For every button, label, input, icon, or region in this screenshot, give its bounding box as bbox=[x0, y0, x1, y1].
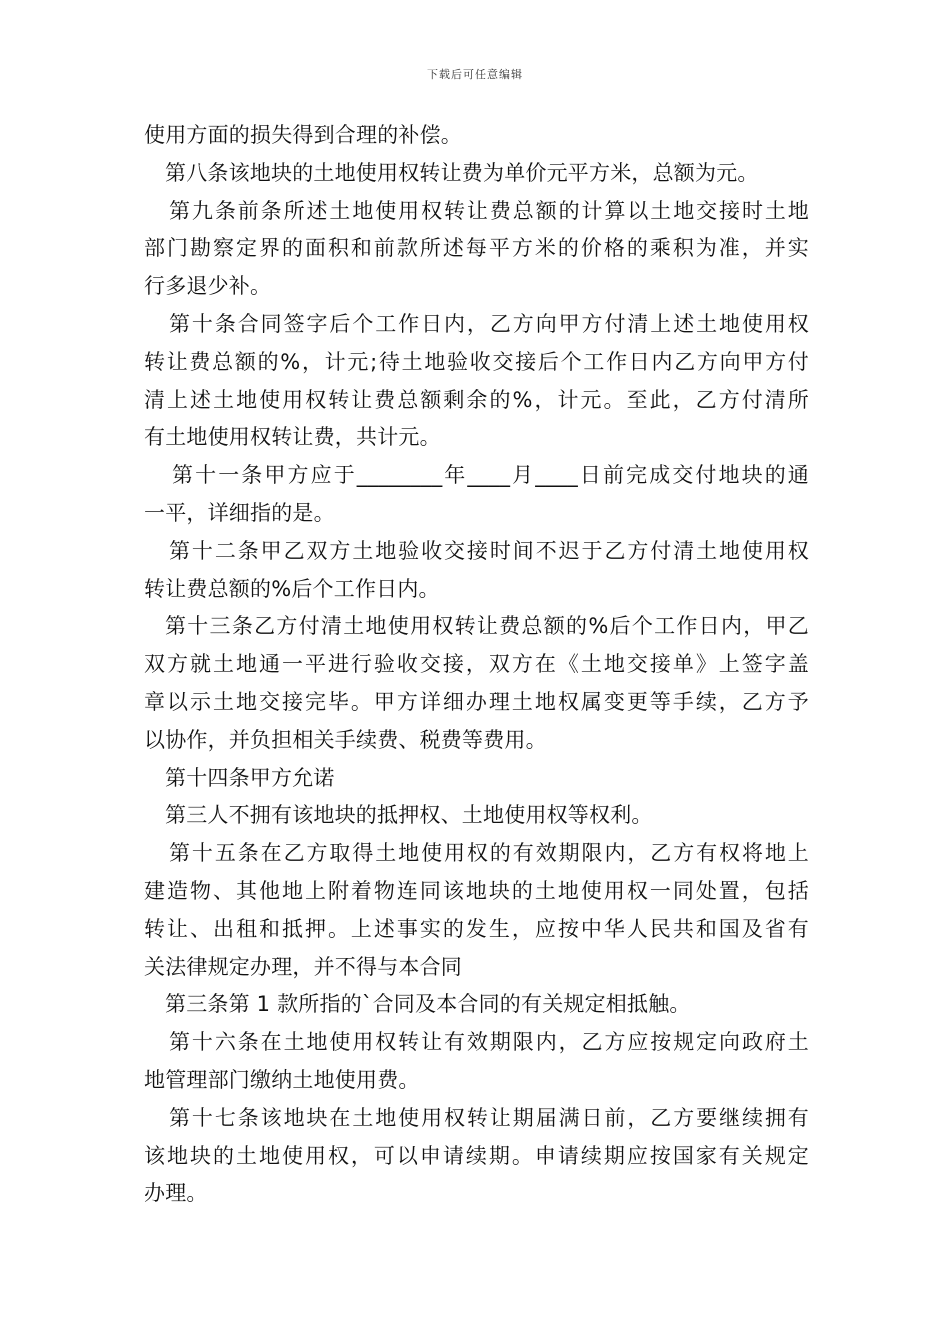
text-line: 使用方面的损失得到合理的补偿。 bbox=[144, 123, 462, 147]
text-line: 部门勘察定界的面积和前款所述每平方米的价格的乘积为准，并实 bbox=[144, 236, 809, 261]
text-line: 第十六条在土地使用权转让有效期限内，乙方应按规定向政府土 bbox=[169, 1030, 809, 1055]
text-line: 第十五条在乙方取得土地使用权的有效期限内，乙方有权将地上 bbox=[169, 841, 809, 866]
text-line: 关法律规定办理，并不得与本合同 bbox=[144, 954, 462, 979]
page-header-note: 下载后可任意编辑 bbox=[427, 68, 523, 81]
text-line: 第十一条甲方应于________年____月____日前完成交付地块的通 bbox=[172, 463, 809, 488]
text-line: 第三条第 1 款所指的`合同及本合同的有关规定相抵触。 bbox=[165, 992, 691, 1017]
text-line: 转让费总额的%后个工作日内。 bbox=[144, 576, 440, 601]
text-line: 第九条前条所述土地使用权转让费总额的计算以土地交接时土地 bbox=[169, 198, 809, 223]
text-line: 章以示土地交接完毕。甲方详细办理土地权属变更等手续，乙方予 bbox=[144, 689, 809, 714]
text-line: 地管理部门缴纳土地使用费。 bbox=[144, 1067, 420, 1092]
text-line: 双方就土地通一平进行验收交接，双方在《土地交接单》上签字盖 bbox=[144, 652, 809, 677]
text-line: 行多退少补。 bbox=[144, 274, 272, 299]
text-line: 第三人不拥有该地块的抵押权、土地使用权等权利。 bbox=[165, 803, 653, 828]
text-line: 转让、出租和抵押。上述事实的发生，应按中华人民共和国及省有 bbox=[144, 916, 809, 941]
text-line: 清上述土地使用权转让费总额剩余的%，计元。至此，乙方付清所 bbox=[144, 387, 809, 412]
text-line: 第十四条甲方允诺 bbox=[165, 765, 335, 790]
text-line: 建造物、其他地上附着物连同该地块的土地使用权一同处置，包括 bbox=[144, 878, 809, 903]
text-line: 以协作，并负担相关手续费、税费等费用。 bbox=[144, 727, 547, 752]
text-line: 转让费总额的%，计元;待土地验收交接后个工作日内乙方向甲方付 bbox=[144, 349, 809, 374]
text-line: 第十条合同签字后个工作日内，乙方向甲方付清上述土地使用权 bbox=[169, 311, 809, 336]
text-line: 第八条该地块的土地使用权转让费为单价元平方米，总额为元。 bbox=[165, 160, 759, 185]
text-line: 第十七条该地块在土地使用权转让期届满日前，乙方要继续拥有 bbox=[169, 1105, 809, 1130]
text-line: 第十三条乙方付清土地使用权转让费总额的%后个工作日内，甲乙 bbox=[165, 614, 809, 639]
text-line: 有土地使用权转让费，共计元。 bbox=[144, 425, 441, 450]
text-line: 办理。 bbox=[144, 1181, 208, 1206]
text-line: 第十二条甲乙双方土地验收交接时间不迟于乙方付清土地使用权 bbox=[169, 538, 809, 563]
document-body bbox=[144, 117, 809, 1213]
text-line: 该地块的土地使用权，可以申请续期。申请续期应按国家有关规定 bbox=[144, 1143, 809, 1168]
text-line: 一平，详细指的是。 bbox=[144, 500, 335, 525]
